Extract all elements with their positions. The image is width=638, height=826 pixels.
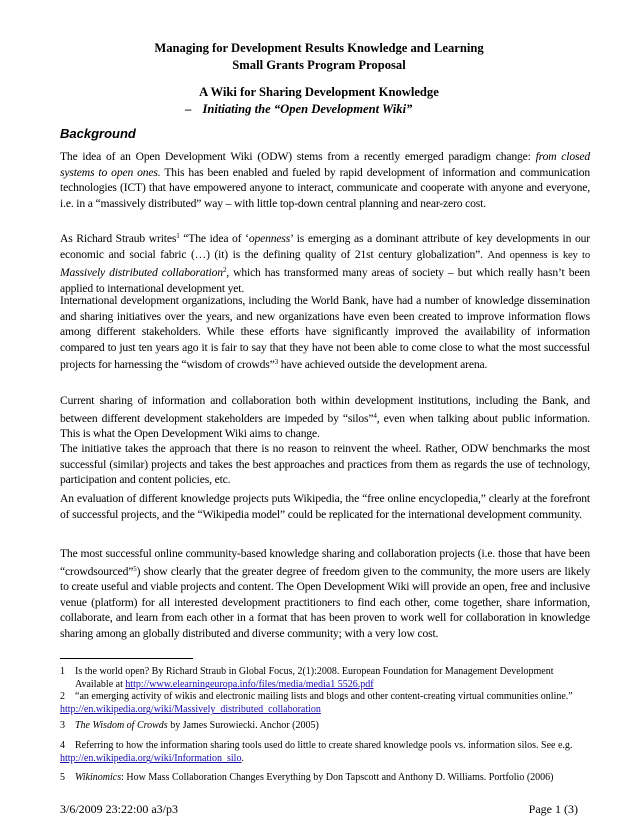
paragraph-7 — [60, 546, 590, 642]
p7-text-b: ) show clearly that the greater degree of freedom given to the community, the more users are likely to create useful and viable projects and content. The Open Development Wiki will provide an open, free and inclusive venue (platform) for all interested development practitioners to find each other, come together, share information, collaborate, and learn from each other in a format that has been proven to work well for collaboration in knowledge sharing among an globally distributed and diverse community; with a very low cost. — [60, 564, 590, 640]
footnote-text: Referring to how the information sharing tools used do little to create shared knowledge pools vs. information silos. See e.g. — [75, 740, 573, 751]
paragraph-5: The initiative takes the approach that there is no reason to reinvent the wheel. Rather, ODW benchmarks the most successful (similar) projects and takes the best approaches and practices from them as regards the use of technology, participation and content policies, etc. — [60, 442, 590, 487]
paragraph-2 — [60, 229, 590, 296]
footnote-separator — [60, 658, 193, 659]
p2-emphasis: Massively distributed collaboration — [60, 266, 223, 280]
footer-page-number: Page 1 (3) — [528, 802, 578, 816]
p2-text-d: ’ is emerging as a dominant attribute of key developments in our economic and social fabric (…) (it) is the defining quality of 21st century globalization”. — [60, 232, 590, 261]
footnote-number: 4 — [60, 740, 65, 751]
footnote-link[interactable]: http://en.wikipedia.org/wiki/Massively_distributed_collaboration — [60, 704, 321, 716]
footnote-ref-3: 3 — [274, 358, 278, 367]
footnote-1 — [60, 665, 600, 692]
paragraph-4 — [60, 393, 590, 442]
footnote-ref-4: 4 — [373, 411, 377, 420]
footnote-3 — [60, 719, 600, 732]
footnote-text: “an emerging activity of wikis and electronic mailing lists and blogs and other content-creating virtual communities online.” — [75, 691, 573, 702]
p1-text-c: This has been enabled and fueled by rapid development of information and communication technologies (ICT) that have empowered anyone to interact, communicate and cooperate with anyone and everyone, i.e. in a “massively distributed” way – with little top-down central planning and near-zero cost. — [60, 165, 590, 210]
p2-text-g: , which has transformed many areas of society – but which really hasn’t been applied to international development yet. — [60, 266, 590, 295]
footnote-link[interactable]: http://en.wikipedia.org/wiki/Information_silo — [60, 753, 242, 765]
footnote-ref-2: 2 — [222, 266, 227, 275]
footnote-ref-5: 5 — [133, 564, 137, 573]
p3-text-b: have achieved outside the development arena. — [277, 358, 488, 372]
section-heading: Background — [60, 126, 136, 141]
proposal-title: A Wiki for Sharing Development Knowledge — [199, 85, 439, 99]
program-subtitle: Small Grants Program Proposal — [232, 58, 406, 72]
proposal-subtitle — [185, 101, 412, 118]
footnote-ref-1: 1 — [176, 232, 180, 240]
footnote-2 — [60, 690, 600, 717]
p7-text-a: The most successful online community-based knowledge sharing and collaboration projects (i.e. those that have been “crowdsourced” — [60, 547, 590, 578]
program-title: Managing for Development Results Knowledge and Learning — [154, 41, 484, 55]
p1-emphasis: from closed systems to open ones. — [60, 150, 590, 179]
p2-openness: openness — [248, 232, 291, 245]
footnote-text: Is the world open? By Richard Straub in Global Focus, 2(1):2008. European Foundation for Management Development — [75, 666, 554, 677]
footnote-end: . — [241, 753, 244, 765]
p1-text-a: The idea of an Open Development Wiki (ODW) stems from a recently emerged paradigm change: — [60, 150, 536, 163]
footnote-link[interactable]: http://www.elearningeuropa.info/files/media/media1 5526.pdf — [125, 679, 374, 691]
footnote-5 — [60, 771, 600, 784]
footer-timestamp: 3/6/2009 23:22:00 a3/p3 — [60, 802, 178, 816]
paragraph-1 — [60, 149, 590, 211]
footnote-book-title: Wikinomics — [75, 772, 122, 783]
footnote-number: 5 — [60, 772, 65, 783]
footnote-available-label: Available at — [75, 679, 126, 691]
p4-text-b: , even when talking about public information. This is what the Open Development Wiki aims to change. — [60, 411, 591, 441]
footnote-text: : How Mass Collaboration Changes Everything by Don Tapscott and Anthony D. Williams. Portfolio (2006) — [121, 772, 554, 783]
p2-text-b: “The idea of ‘ — [179, 232, 249, 245]
p4-text-a: Current sharing of information and collaboration both within development institutions, including the Bank, and between different development stakeholders are impeded by “silos” — [60, 394, 590, 425]
p3-text-a: International development organizations, including the World Bank, have had a number of knowledge dissemination and sharing initiatives over the years, and new organizations have even been created to improve information flows among different stakeholders. While these efforts have significantly improved the availability of information compared to just ten years ago it is fair to say that they have not been able to come close to what the most successful projects for harnessing the “wisdom of crowds” — [60, 294, 590, 372]
subtitle-text: Initiating the “Open Development Wiki” — [202, 102, 413, 116]
p2-text-e: And openness is key to — [487, 249, 590, 261]
footnote-book-title: The Wisdom of Crowds — [75, 720, 168, 731]
footnote-number: 2 — [60, 691, 65, 702]
footnote-number: 3 — [60, 720, 65, 731]
subtitle-dash: – — [185, 102, 192, 116]
footnote-number: 1 — [60, 666, 65, 677]
footnote-4 — [60, 739, 600, 766]
paragraph-3 — [60, 293, 590, 373]
footnote-text: by James Surowiecki. Anchor (2005) — [167, 720, 319, 731]
p2-text-a: As Richard Straub writes — [60, 232, 177, 245]
paragraph-6: An evaluation of different knowledge projects puts Wikipedia, the “free online encyclopedia,” clearly at the forefront of successful projects, and the “Wikipedia model” could be replicated for the international development community. — [60, 492, 590, 521]
